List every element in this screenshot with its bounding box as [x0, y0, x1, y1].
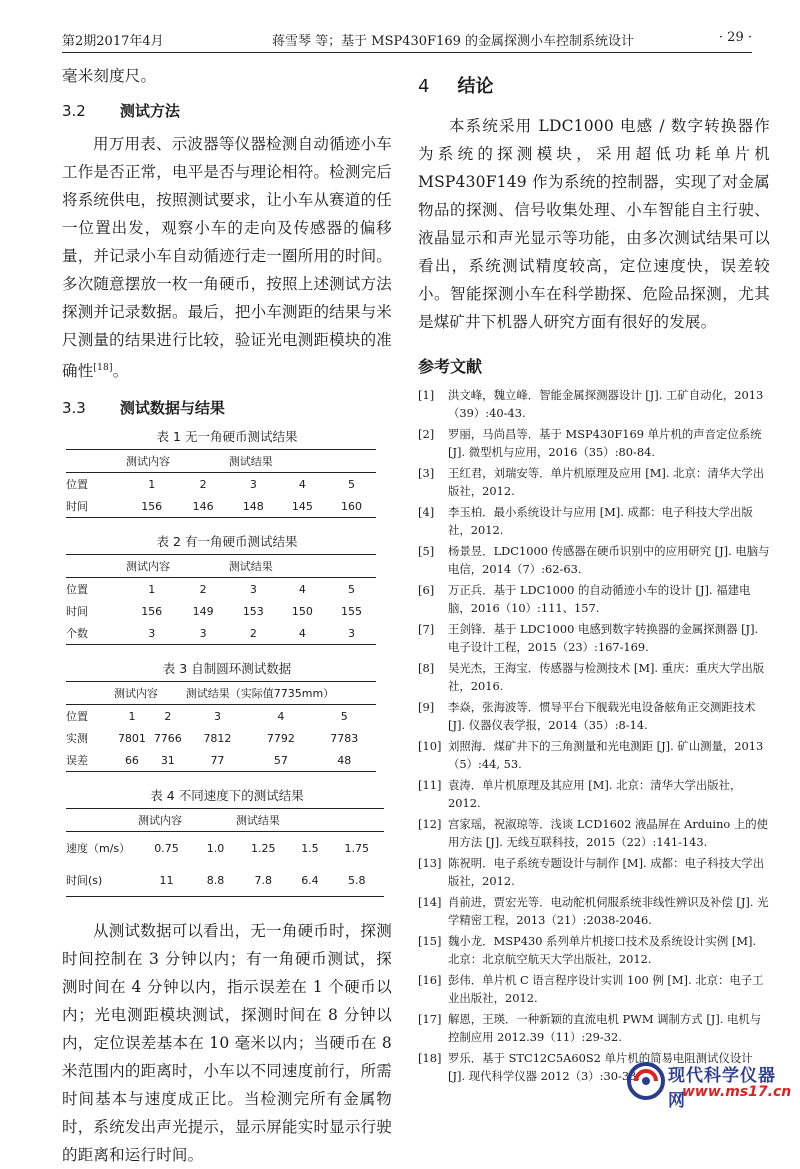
watermark-title: 现代科学仪器网 [668, 1066, 776, 1111]
table-cell: 时间(s) [66, 864, 138, 897]
table-cell: 6.4 [290, 864, 329, 897]
table-cell: 误差 [66, 749, 114, 772]
table-cell: 时间 [66, 495, 126, 518]
table-cell: 4 [298, 477, 306, 491]
references-list [418, 387, 770, 1085]
results-paragraph: 从测试数据可以看出，无一角硬币时，探测时间控制在 3 分钟以内；有一角硬币测试，探测时间在 4 分钟以内，指示误差在 1 个硬币以内；光电测距模块测试，探测时间在 8 分钟以内，定位误差基本在 10 毫米以内；当硬币在 8 米范围内的距离时，小车以不同速度前行，所需时间基本与速度成正比。当检测完所有金属物时，系统发出声光提示，显示屏能实时显示行驶的距离和运行时间。 [62, 922, 392, 1165]
reference-text: 陈祝明．电子系统专题设计与制作 [M]. 成都：电子科技大学出版社，2012. [448, 856, 765, 888]
table-cell: 150 [291, 604, 313, 618]
table-row [66, 473, 376, 496]
reference-number: [18] [418, 1051, 442, 1065]
table-cell: 3 [327, 622, 376, 645]
reference-item [418, 972, 770, 1007]
table-1-caption: 表 1 无一角硬币测试结果 [156, 429, 298, 445]
reference-item [418, 1011, 770, 1046]
reference-number: [1] [418, 388, 435, 402]
watermark-url: www.ms17.cn [682, 1084, 792, 1100]
table-cell: 145 [278, 495, 327, 518]
table-cell: 156 [126, 495, 177, 518]
table-cell: 3 [126, 622, 177, 645]
table-cell: 153 [242, 604, 264, 618]
table-cell: 2 [199, 477, 207, 491]
reference-number: [14] [418, 895, 442, 909]
table-cell: 位置 [66, 478, 88, 492]
reference-number: [11] [418, 778, 442, 792]
table-cell: 7792 [266, 731, 295, 745]
table-cell: 5 [340, 709, 348, 723]
conclusion-paragraph: 本系统采用 LDC1000 电感 / 数字转换器作为系统的探测模块，采用超低功耗单片机 MSP430F149 作为系统的控制器，实现了对金属物品的探测、信号收集处理、小车智能自主行驶、液晶显示和声光显示等功能，由多次测试结果可以看出，系统测试精度较高，定位速度快，误差较小。智能探测小车在科学勘探、危险品探测，尤其是煤矿井下机器人研究方面有很好的发展。 [418, 117, 770, 331]
reference-item [418, 582, 770, 617]
reference-text: 罗乐．基于 STC12C5A60S2 单片机的简易电阻测试仪设计 [J]. 现代科学仪器 2012（3）:30-33. [448, 1051, 753, 1083]
reference-item [418, 465, 770, 500]
issue-info: 第2期2017年4月 [62, 34, 164, 49]
carry-over-text: 毫米刻度尺。 [62, 67, 157, 85]
table-header: 测试结果 [229, 555, 376, 578]
table-cell: 3 [249, 582, 257, 596]
reference-item [418, 621, 770, 656]
table-cell: 4 [298, 582, 306, 596]
table-cell: 2 [199, 582, 207, 596]
test-method-paragraph: 用万用表、示波器等仪器检测自动循迹小车工作是否正常，电平是否与理论相符。检测完后将系统供电，按照测试要求，让小车从赛道的任一位置出发，观察小车的走向及传感器的偏移量，并记录小车自动循迹行走一圈所用的时间。多次随意摆放一枚一角硬币，按照上述测试方法探测并记录数据。最后，把小车测距的结果与米尺测量的结果进行比较，验证光电测距模块的准确性[18]。 [62, 135, 392, 381]
reference-text: 吴光杰，王海宝．传感器与检测技术 [M]. 重庆：重庆大学出版社，2016. [448, 661, 765, 693]
table-cell: 1 [128, 709, 136, 723]
table-cell: 0.75 [154, 841, 179, 855]
table-cell: 57 [249, 749, 312, 772]
reference-number: [4] [418, 505, 435, 519]
table-cell: 4 [278, 622, 327, 645]
reference-text: 宫家瑶，祝淑琼等．浅谈 LCD1602 液晶屏在 Arduino 上的使用方法 [J]. 无线互联科技，2015（22）:141-143. [448, 817, 769, 849]
table-cell: 155 [340, 604, 362, 618]
table-cell: 7812 [203, 731, 232, 745]
table-row [66, 600, 376, 622]
table-cell: 160 [327, 495, 376, 518]
reference-number: [16] [418, 973, 442, 987]
reference-text: 袁涛．单片机原理及其应用 [M]. 北京：清华大学出版社，2012. [448, 778, 742, 810]
table-cell: 个数 [66, 622, 126, 645]
table-cell: 3 [177, 622, 228, 645]
reference-item [418, 816, 770, 851]
table-3-caption: 表 3 自制圆环测试数据 [162, 661, 292, 677]
table-cell: 5 [347, 477, 355, 491]
table-header: 测试内容 [138, 809, 236, 832]
reference-number: [10] [418, 739, 442, 753]
reference-number: [12] [418, 817, 442, 831]
table-cell: 4 [277, 709, 285, 723]
table-cell: 时间 [66, 605, 88, 619]
table-4 [66, 808, 384, 897]
table-cell: 146 [177, 495, 228, 518]
table-row [66, 705, 376, 728]
table-header: 测试结果 [236, 809, 384, 832]
reference-item [418, 426, 770, 461]
table-cell: 5.8 [329, 864, 384, 897]
reference-text: 肖前进，贾宏光等．电动舵机伺服系统非线性辨识及补偿 [J]. 光学精密工程，2013（21）:2038-2046. [448, 895, 769, 927]
table-row [66, 749, 376, 772]
reference-text: 洪文峰，魏立峰．智能金属探测器设计 [J]. 工矿自动化，2013（39）:40-43. [448, 388, 764, 420]
table-cell: 1.75 [344, 841, 369, 855]
table-cell: 3 [249, 477, 257, 491]
reference-number: [2] [418, 427, 435, 441]
reference-item [418, 387, 770, 422]
reference-number: [9] [418, 700, 435, 714]
reference-item [418, 738, 770, 773]
table-cell: 速度（m/s） [66, 842, 131, 856]
table-header: 测试内容 [114, 682, 186, 705]
table-cell: 5 [347, 582, 355, 596]
table-2-caption: 表 2 有一角硬币测试结果 [156, 534, 298, 550]
table-cell: 156 [141, 604, 163, 618]
table-row [66, 727, 376, 749]
table-cell: 3 [213, 709, 221, 723]
table-2 [66, 554, 376, 645]
table-1 [66, 449, 376, 518]
table-cell: 48 [313, 749, 376, 772]
reference-item [418, 894, 770, 929]
right-column [418, 62, 770, 1089]
reference-text: 魏小龙．MSP430 系列单片机接口技术及系统设计实例 [M]. 北京：北京航空航天大学出版社，2012. [448, 934, 757, 966]
reference-text: 杨景昱．LDC1000 传感器在硬币识别中的应用研究 [J]. 电脑与电信，2014（7）:62-63. [448, 544, 770, 576]
page-number: · 29 · [718, 30, 752, 45]
reference-text: 王剑锋．基于 LDC1000 电感到数字转换器的金属探测器 [J]. 电子设计工程，2015（23）:167-169. [448, 622, 759, 654]
table-cell: 1 [148, 582, 156, 596]
table-cell: 11 [138, 864, 195, 897]
reference-text: 李焱，张海波等．惯导平台下舰载光电设备舷角正交测距技术 [J]. 仪器仪表学报，2014（35）:8-14. [448, 700, 756, 732]
reference-number: [15] [418, 934, 442, 948]
table-cell: 66 [114, 749, 150, 772]
table-cell: 位置 [66, 710, 88, 724]
article-short-title: 蒋雪琴 等；基于 MSP430F169 的金属探测小车控制系统设计 [272, 34, 635, 49]
table-row [66, 864, 384, 897]
table-4-caption: 表 4 不同速度下的测试结果 [150, 788, 304, 804]
section-heading-3-3: 3.3 测试数据与结果 [62, 399, 225, 418]
table-cell: 7783 [330, 731, 359, 745]
table-cell: 1 [148, 477, 156, 491]
table-cell: 77 [186, 749, 249, 772]
reference-item [418, 933, 770, 968]
reference-text: 王红君，刘瑞安等．单片机原理及应用 [M]. 北京：清华大学出版社，2012. [448, 466, 765, 498]
reference-number: [13] [418, 856, 442, 870]
table-cell: 实测 [66, 732, 88, 746]
reference-item [418, 777, 770, 812]
reference-number: [6] [418, 583, 435, 597]
reference-item [418, 660, 770, 695]
table-cell: 31 [150, 749, 186, 772]
reference-number: [17] [418, 1012, 442, 1026]
table-cell: 8.8 [195, 864, 236, 897]
table-cell: 7801 [117, 731, 146, 745]
table-cell: 2 [164, 709, 172, 723]
reference-number: [8] [418, 661, 435, 675]
table-row [66, 495, 376, 518]
table-cell: 位置 [66, 583, 88, 597]
citation: [18] [93, 363, 113, 373]
left-column [62, 62, 392, 1169]
reference-number: [7] [418, 622, 435, 636]
table-3 [66, 681, 376, 772]
reference-item [418, 699, 770, 734]
reference-item [418, 504, 770, 539]
reference-text: 彭伟．单片机 C 语言程序设计实训 100 例 [M]. 北京：电子工业出版社，2012. [448, 973, 764, 1005]
reference-text: 万正兵．基于 LDC1000 的自动循迹小车的设计 [J]. 福建电脑，2016（10）:111、157. [448, 583, 751, 615]
table-cell: 7.8 [236, 864, 291, 897]
table-header: 测试内容 [126, 555, 229, 578]
running-header [62, 26, 752, 53]
table-row [66, 832, 384, 865]
table-row [66, 578, 376, 601]
table-cell: 149 [192, 604, 214, 618]
reference-text: 解恩，王瑛．一种新颖的直流电机 PWM 调制方式 [J]. 电机与控制应用 2012.39（11）:29-32. [448, 1012, 762, 1044]
reference-number: [3] [418, 466, 435, 480]
watermark-logo-icon [626, 1059, 666, 1103]
table-header: 测试内容 [126, 450, 229, 473]
reference-text: 罗丽，马尚昌等．基于 MSP430F169 单片机的声音定位系统 [J]. 微型机与应用，2016（35）:80-84. [448, 427, 762, 459]
table-header: 测试结果 [229, 450, 376, 473]
reference-text: 李玉柏．最小系统设计与应用 [M]. 成都：电子科技大学出版社，2012. [448, 505, 753, 537]
table-row [66, 622, 376, 645]
table-cell: 2 [229, 622, 278, 645]
table-header: 测试结果（实际值7735mm） [186, 682, 376, 705]
table-cell: 1.0 [206, 841, 225, 855]
section-heading-4: 4 结论 [418, 76, 494, 97]
reference-text: 刘照海．煤矿井下的三角测量和光电测距 [J]. 矿山测量，2013（5）:44, 53. [448, 739, 764, 771]
references-heading: 参考文献 [418, 357, 483, 376]
site-watermark [626, 1057, 792, 1111]
reference-item [418, 855, 770, 890]
reference-item [418, 543, 770, 578]
table-cell: 1.5 [301, 841, 319, 855]
section-heading-3-2: 3.2 测试方法 [62, 102, 180, 120]
table-cell: 7766 [153, 731, 182, 745]
table-cell: 1.25 [250, 841, 276, 855]
table-cell: 148 [229, 495, 278, 518]
reference-number: [5] [418, 544, 435, 558]
